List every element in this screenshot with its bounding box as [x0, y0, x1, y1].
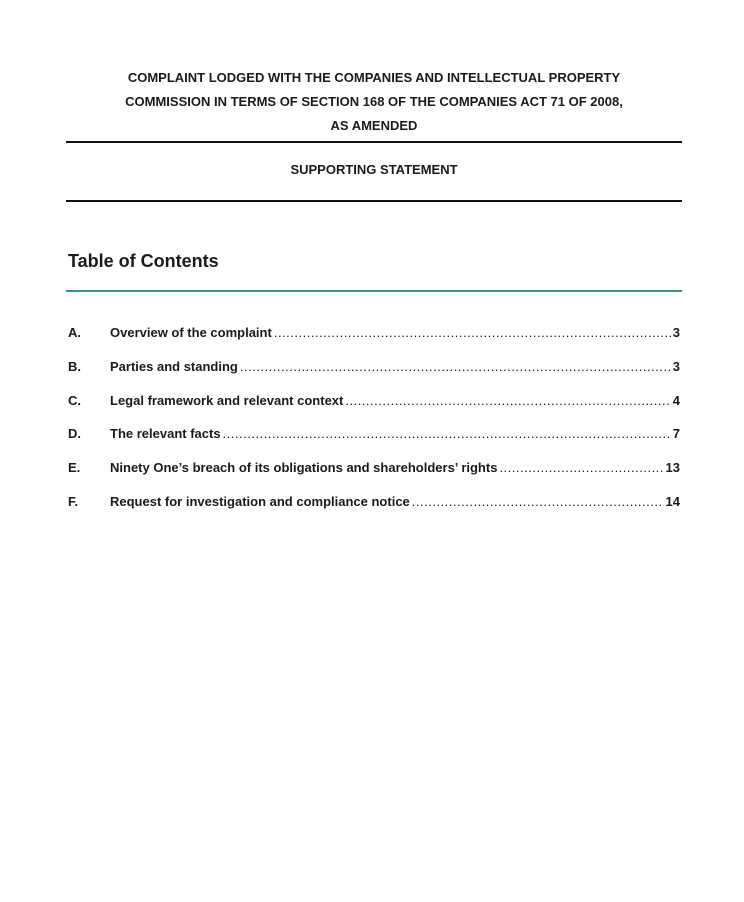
toc-entry-title[interactable]: Request for investigation and compliance notice: [110, 493, 410, 509]
toc-entry-title[interactable]: Ninety One’s breach of its obligations and shareholders’ rights: [110, 460, 498, 476]
supporting-statement-heading: SUPPORTING STATEMENT: [290, 162, 458, 177]
toc-title: Table of Contents: [68, 251, 219, 271]
toc-entry-title[interactable]: Parties and standing: [110, 358, 238, 374]
toc-leader-dots: [412, 492, 664, 512]
toc-entry-page: 3: [672, 325, 680, 340]
toc-entry-page: 13: [665, 460, 680, 476]
toc-entry-letter: A.: [68, 325, 81, 340]
toc-entry-letter: E.: [68, 460, 81, 476]
toc-leader-dots: [499, 458, 663, 478]
toc-title-underline: [66, 290, 682, 292]
heading-line-2: COMMISSION IN TERMS OF SECTION 168 OF THE COMPANIES ACT 71 OF 2008,: [125, 94, 623, 109]
toc-entry-a[interactable]: [68, 323, 680, 357]
heading-line-3: AS AMENDED: [330, 118, 418, 133]
document-heading: [66, 66, 682, 138]
toc-entry-letter: F.: [68, 493, 79, 509]
top-divider: [66, 141, 682, 143]
toc-entry-letter: B.: [68, 358, 81, 374]
toc-entry-page: 4: [672, 392, 680, 408]
toc-entry-e[interactable]: [68, 458, 680, 492]
toc-entry-b[interactable]: [68, 357, 680, 391]
toc-entry-title[interactable]: The relevant facts: [110, 426, 221, 442]
bottom-divider: [66, 200, 682, 202]
toc-entry-title[interactable]: Legal framework and relevant context: [110, 392, 344, 408]
toc-entry-letter: D.: [68, 426, 81, 442]
toc-leader-dots: [223, 424, 671, 444]
toc-entry-page: 7: [672, 426, 680, 442]
toc-leader-dots: [240, 357, 671, 377]
toc-entry-title[interactable]: Overview of the complaint: [110, 325, 272, 340]
toc-entry-letter: C.: [68, 392, 81, 408]
toc-entry-page: 3: [672, 358, 680, 374]
toc-leader-dots: [345, 391, 670, 411]
toc-leader-dots: [274, 323, 671, 343]
toc-entry-c[interactable]: [68, 391, 680, 425]
toc-entry-f[interactable]: [68, 492, 680, 526]
toc-entry-d[interactable]: [68, 424, 680, 458]
heading-line-1: COMPLAINT LODGED WITH THE COMPANIES AND INTELLECTUAL PROPERTY: [127, 70, 621, 85]
toc-entry-page: 14: [665, 493, 680, 509]
table-of-contents: [68, 323, 680, 526]
